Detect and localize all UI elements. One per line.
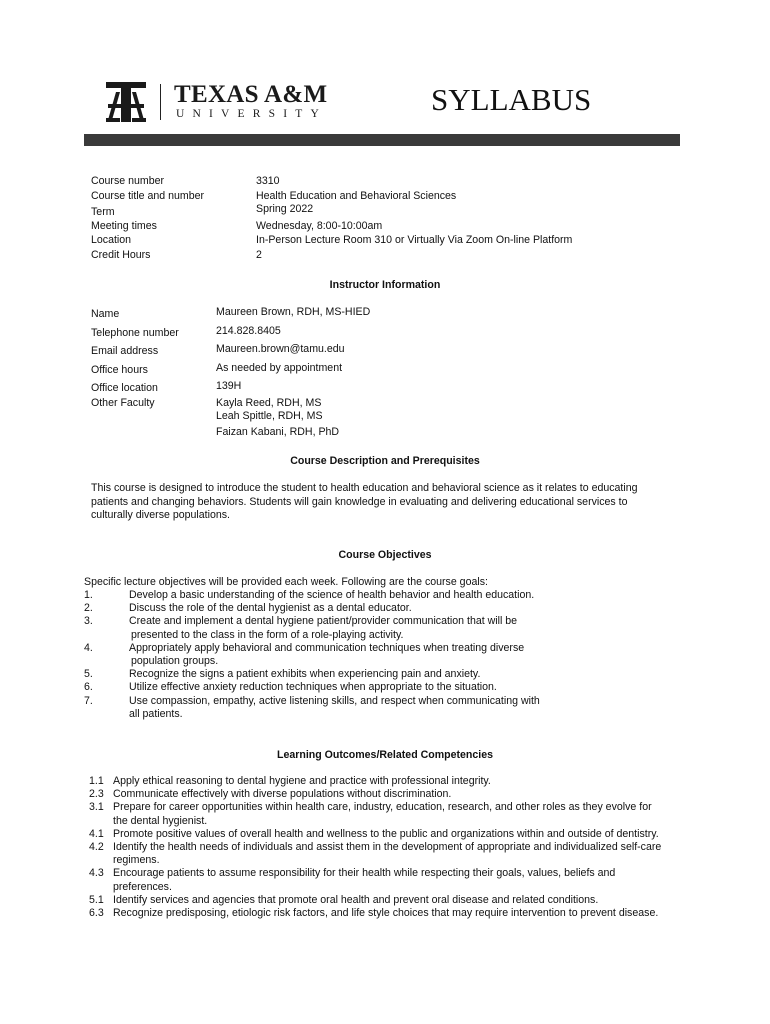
objective-number: 6. (84, 681, 93, 694)
course-info-value: 2 (256, 248, 262, 261)
objective-number: 7. (84, 694, 93, 707)
objective-text: Appropriately apply behavioral and communication techniques when treating diverse (129, 641, 525, 654)
instructor-heading: Instructor Information (329, 279, 441, 291)
outcome-item (89, 867, 664, 893)
objective-number: 3. (84, 615, 93, 628)
outcome-item (89, 788, 664, 801)
outcome-number: 1.1 (89, 775, 104, 787)
university-logo (104, 80, 344, 126)
objective-item (84, 642, 684, 668)
outcomes-heading: Learning Outcomes/Related Competencies (276, 749, 494, 761)
objective-text: Discuss the role of the dental hygienist as a dental educator. (129, 602, 412, 615)
outcome-item (89, 907, 664, 920)
faculty-member: Leah Spittle, RDH, MS (216, 410, 323, 422)
logo-divider (160, 84, 161, 120)
outcome-number: 4.1 (89, 827, 104, 840)
objective-number: 4. (84, 641, 93, 654)
outcome-text: Prepare for career opportunities within health care, industry, education, research, and other roles as they evolve for the dental hygienist. (113, 801, 652, 827)
outcomes-list (89, 775, 664, 920)
outcome-number: 5.1 (89, 893, 104, 906)
course-info-value: 3310 (256, 175, 280, 187)
university-subtitle: UNIVERSITY (176, 108, 327, 120)
instructor-label: Office hours (91, 363, 148, 376)
outcome-text: Encourage patients to assume responsibility for their health while respecting their goals, values, beliefs and preferences. (113, 867, 616, 893)
objective-item (84, 615, 684, 641)
outcome-number: 4.3 (89, 867, 104, 880)
instructor-label: Email address (91, 345, 159, 357)
objectives-heading: Course Objectives (338, 549, 432, 561)
outcome-text: Promote positive values of overall health and wellness to the public and organizations within and outside of dentistry. (113, 827, 659, 840)
course-description: This course is designed to introduce the student to health education and behavioral science as it relates to educating patients and changing behaviors. Students will gain knowledge in evaluating and delivering educational services to culturally diverse populations. (91, 482, 638, 521)
objective-item (84, 668, 684, 681)
other-faculty-label: Other Faculty (91, 396, 155, 409)
outcome-item (89, 828, 664, 841)
objective-text-continued: population groups. (131, 655, 219, 668)
outcome-text: Apply ethical reasoning to dental hygiene and practice with professional integrity. (113, 775, 491, 787)
outcome-item (89, 775, 664, 788)
outcome-number: 3.1 (89, 801, 104, 814)
instructor-label: Office location (91, 382, 158, 394)
outcome-number: 2.3 (89, 788, 104, 801)
objective-item (84, 589, 684, 602)
document-title: SYLLABUS (431, 82, 592, 117)
course-info-value: Health Education and Behavioral Sciences (256, 189, 457, 202)
objective-item (84, 602, 684, 615)
outcome-item (89, 841, 664, 867)
objective-number: 2. (84, 602, 93, 615)
objective-text: Create and implement a dental hygiene patient/provider communication that will be (129, 615, 518, 628)
objective-number: 1. (84, 589, 93, 601)
objective-text: Recognize the signs a patient exhibits when experiencing pain and anxiety. (129, 668, 481, 681)
objective-text: Utilize effective anxiety reduction techniques when appropriate to the situation. (129, 681, 497, 694)
instructor-value: As needed by appointment (216, 361, 343, 374)
objective-text-continued: all patients. (129, 707, 183, 720)
course-info-value: Spring 2022 (256, 202, 314, 215)
course-info-value: In-Person Lecture Room 310 or Virtually Via Zoom On-line Platform (256, 234, 573, 246)
course-info-label: Course number (91, 175, 165, 187)
course-info-value: Wednesday, 8:00-10:00am (256, 219, 383, 232)
atm-logo-icon (104, 80, 148, 124)
instructor-value: 214.828.8405 (216, 324, 281, 337)
objective-item (84, 681, 684, 694)
instructor-label: Name (91, 308, 120, 320)
course-info-label: Course title and number (91, 189, 205, 202)
instructor-email[interactable]: Maureen.brown@tamu.edu (216, 343, 345, 355)
university-name: TEXAS A&M (174, 81, 328, 108)
outcome-number: 4.2 (89, 841, 104, 854)
objective-text: Use compassion, empathy, active listening skills, and respect when communicating with (129, 694, 540, 707)
instructor-value: 139H (216, 380, 242, 392)
objectives-list (84, 576, 684, 721)
outcome-text: Communicate effectively with diverse populations without discrimination. (113, 788, 452, 801)
objective-text-continued: presented to the class in the form of a role-playing activity. (131, 628, 404, 641)
faculty-member: Faizan Kabani, RDH, PhD (216, 425, 340, 438)
course-info-label: Meeting times (91, 219, 157, 232)
outcome-text: Identify the health needs of individuals and assist them in the development of appropriate and individualized self-care regimens. (113, 841, 662, 867)
course-info-label: Term (91, 205, 115, 218)
faculty-member: Kayla Reed, RDH, MS (216, 396, 322, 409)
outcome-text: Recognize predisposing, etiologic risk factors, and life style choices that may require intervention to prevent disease. (113, 907, 659, 920)
course-info-label: Credit Hours (91, 248, 151, 261)
instructor-value: Maureen Brown, RDH, MS-HIED (216, 306, 371, 318)
outcome-number: 6.3 (89, 907, 104, 920)
outcome-item (89, 801, 664, 827)
description-heading: Course Description and Prerequisites (290, 455, 480, 467)
objectives-intro: Specific lecture objectives will be provided each week. Following are the course goals: (84, 576, 488, 588)
objective-text: Develop a basic understanding of the science of health behavior and health education. (129, 589, 535, 601)
course-info-label: Location (91, 234, 132, 246)
other-faculty-list (216, 397, 339, 440)
objective-number: 5. (84, 668, 93, 681)
objective-item (84, 695, 684, 721)
instructor-label: Telephone number (91, 326, 179, 339)
outcome-text: Identify services and agencies that promote oral health and prevent oral disease and related conditions. (113, 893, 599, 906)
outcome-item (89, 894, 664, 907)
title-rule (84, 134, 680, 146)
